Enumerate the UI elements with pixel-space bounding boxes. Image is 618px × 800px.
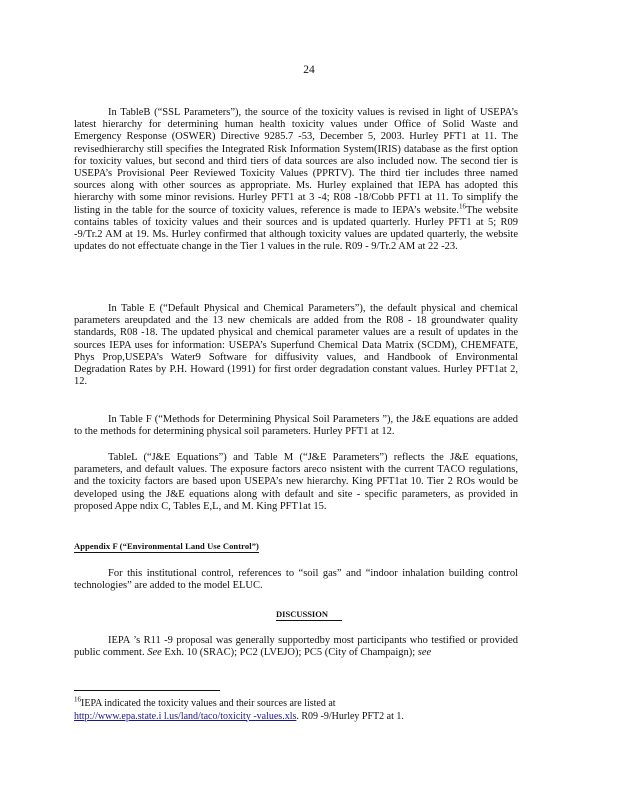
discussion-heading (0, 609, 618, 619)
footnote-reference: 16 (458, 202, 466, 211)
paragraph-text: The website contains tables of toxicity values and their sources and is updated quarterly. Hurley PFT1 at 5; R09 -9/Tr.2 AM at 19. Ms. Hurley confirmed that although toxicity values are updated quarterly, the website updates do not effectuate change in the Tier 1 values in the rule. R09 - 9/Tr.2 AM at 22 -23. (74, 204, 518, 253)
paragraph-discussion (74, 635, 518, 659)
appendix-f-heading: Appendix F (“Environmental Land Use Control”) (74, 541, 259, 551)
see-signal: See (147, 647, 162, 659)
footnote-number: 16 (74, 695, 81, 704)
paragraph-table-e: In Table E (“Default Physical and Chemical Parameters”), the default physical and chemical parameters areupdated and the 13 new chemicals are added from the R08 - 18 groundwater quality standards, R08 -18. The updated physical and chemical parameter values are a result of updates in the sources IEPA uses for information: USEPA’s Superfund Chemical Data Matrix (SCDM), CHEMFATE, Phys Prop,USEPA’s Water9 Software for diffusivity values, and Handbook of Environmental Degradation Rates by P.H. Howard (1991) for first order degradation constant values. Hurley PFT1at 2, 12. (74, 303, 518, 388)
discussion-heading-text: DISCUSSION (276, 609, 342, 621)
page-number: 24 (303, 64, 315, 76)
paragraph-institutional-control: For this institutional control, references to “soil gas” and “indoor inhalation building control technologies” are added to the model ELUC. (74, 568, 518, 592)
see-signal: see (417, 647, 432, 659)
footnote-separator (74, 690, 220, 691)
footnote-url-link[interactable]: http://www.epa.state.i l.us/land/taco/toxicity -values.xls (74, 710, 297, 722)
paragraph-text: In TableB (“SSL Parameters”), the source of the toxicity values is revised in light of USEPA’s latest hierarchy for determining human health toxicity values under Office of Solid Waste and Emergency Response (OSWER) Directive 9285.7 -53, December 5, 2003. Hurley PFT1 at 11. The revisedhierarchy still specifies the Integrated Risk Information System(IRIS) database as the first option for toxicity values, but second and third tiers of data sources are also included now. The second tier is USEPA’s Provisional Peer Reviewed Toxicity Values (PPRTV). The third tier includes three named sources along with other sources as appropriate. Ms. Hurley explained that IEPA has adopted this hierarchy with some minor revisions. Hurley PFT1 at 3 -4; R08 -18/Cobb PFT1 at 11. To simplify the listing in the table for the source of toxicity values, reference is made to IEPA’s website. (74, 107, 518, 216)
footnote-citation: . R09 -9/Hurley PFT2 at 1. (296, 710, 404, 722)
paragraph-text: IEPA ’s R11 -9 proposal was generally supportedby most participants who testified or provided public comment. (74, 635, 518, 659)
paragraph-table-b (74, 107, 518, 253)
footnote-text: IEPA indicated the toxicity values and their sources are listed at (81, 698, 336, 709)
footnote-16 (74, 695, 518, 723)
paragraph-table-l-m: TableL (“J&E Equations”) and Table M (“J&E Parameters”) reflects the J&E equations, parameters, and default values. The exposure factors areco nsistent with the current TACO regulations, and the toxicity factors are based upon USEPA’s new hierarchy. King PFT1at 10. Tier 2 ROs would be developed using the J&E equations along with default and site - specific parameters, as provided in proposed Appe ndix C, Tables E,L, and M. King PFT1at 15. (74, 452, 518, 512)
citation-list: Exh. 10 (SRAC); PC2 (LVEJO); PC5 (City of Champaign); (164, 647, 416, 659)
paragraph-table-f: In Table F (“Methods for Determining Physical Soil Parameters ”), the J&E equations are added to the methods for determining physical soil parameters. Hurley PFT1 at 12. (74, 414, 518, 438)
